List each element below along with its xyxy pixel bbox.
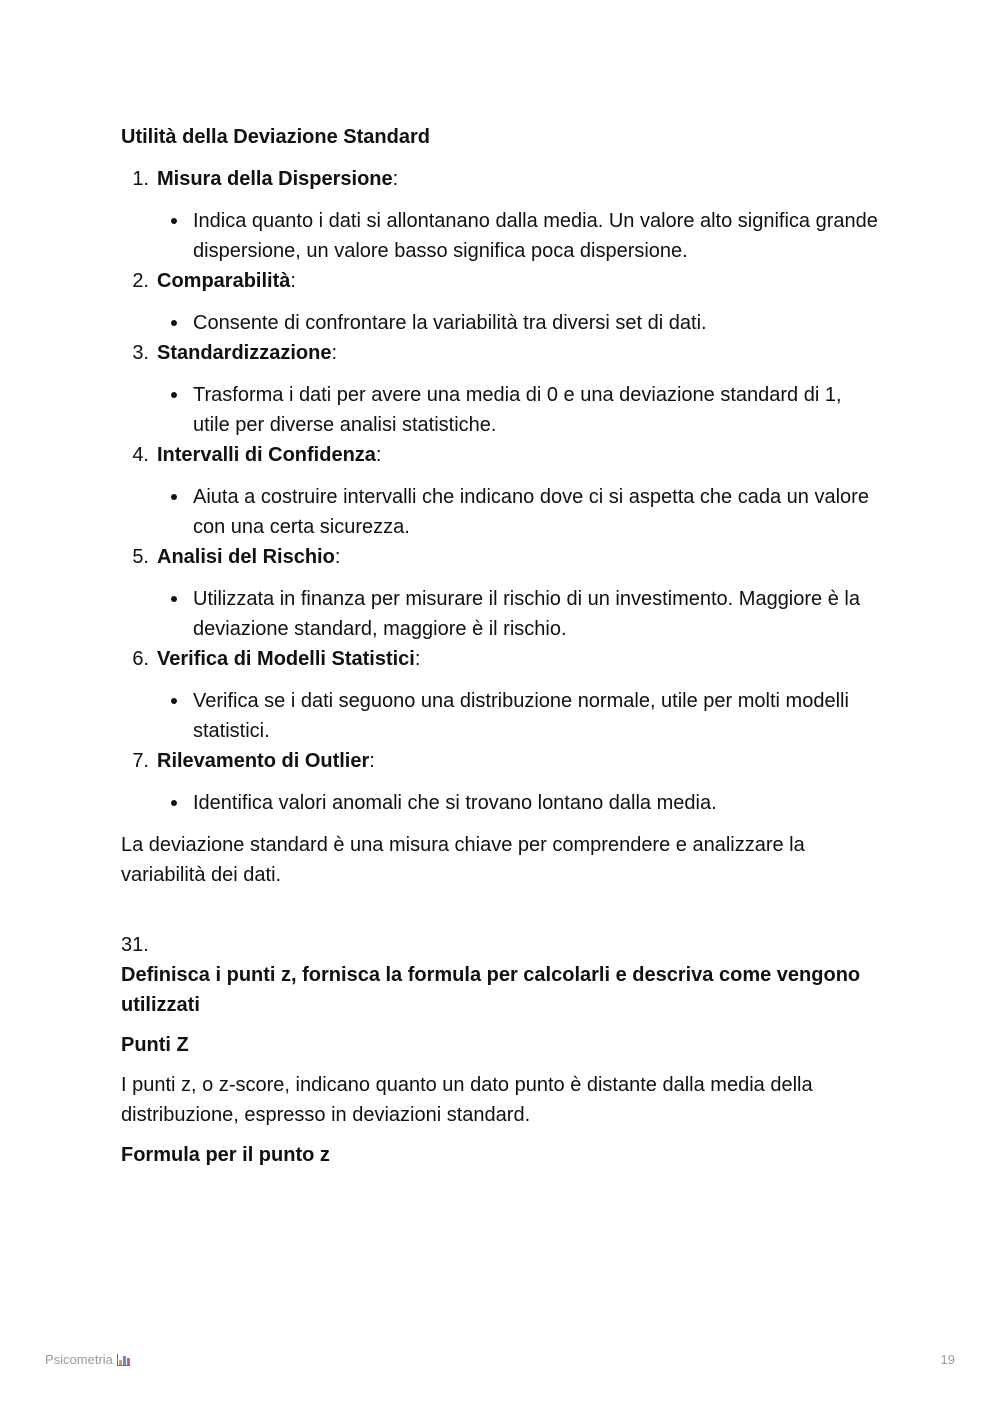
bullet-icon [171, 392, 177, 398]
item-title: Verifica di Modelli Statistici [157, 648, 415, 670]
document-page [121, 122, 881, 1170]
item-description: Verifica se i dati seguono una distribuzione normale, utile per molti modelli statistici. [193, 690, 849, 742]
list-item: 4. Intervalli di Confidenza: Aiuta a costruire intervalli che indicano dove ci si aspetta che cada un valore con una certa sicurezza. [121, 440, 881, 542]
item-description: Aiuta a costruire intervalli che indicano dove ci si aspetta che cada un valore con una certa sicurezza. [193, 486, 869, 538]
footer-title [45, 1352, 130, 1367]
bullet-icon [171, 800, 177, 806]
bullet-icon [171, 320, 177, 326]
punti-z-heading: Punti Z [121, 1034, 189, 1056]
item-title: Comparabilità [157, 270, 291, 292]
item-description: Trasforma i dati per avere una media di 0 e una deviazione standard di 1, utile per diverse analisi statistiche. [193, 384, 842, 436]
question-number: 31. [121, 934, 149, 956]
item-number: 7. [132, 750, 149, 772]
item-description: Utilizzata in finanza per misurare il rischio di un investimento. Maggiore è la deviazione standard, maggiore è il rischio. [193, 588, 860, 640]
conclusion-paragraph: La deviazione standard è una misura chiave per comprendere e analizzare la variabilità dei dati. [121, 834, 805, 886]
list-item: 3. Standardizzazione: Trasforma i dati per avere una media di 0 e una deviazione standard di 1, utile per diverse analisi statistiche. [121, 338, 881, 440]
bullet-icon [171, 596, 177, 602]
footer-title-text: Psicometria [45, 1352, 113, 1367]
item-title: Analisi del Rischio [157, 546, 335, 568]
punti-z-definition: I punti z, o z-score, indicano quanto un dato punto è distante dalla media della distribuzione, espresso in deviazioni standard. [121, 1074, 813, 1126]
item-number: 3. [132, 342, 149, 364]
item-description: Indica quanto i dati si allontanano dalla media. Un valore alto significa grande dispersione, un valore basso significa poca dispersione. [193, 210, 878, 262]
item-number: 2. [132, 270, 149, 292]
bullet-icon [171, 494, 177, 500]
list-item: 5. Analisi del Rischio: Utilizzata in finanza per misurare il rischio di un investimento. Maggiore è la deviazione standard, maggiore è il rischio. [121, 542, 881, 644]
item-number: 4. [132, 444, 149, 466]
utility-list [121, 164, 881, 818]
list-item: 1. Misura della Dispersione: Indica quanto i dati si allontanano dalla media. Un valore alto significa grande dispersione, un valore basso significa poca dispersione. [121, 164, 881, 266]
list-item: 7. Rilevamento di Outlier: Identifica valori anomali che si trovano lontano dalla media. [121, 746, 881, 818]
item-description: Identifica valori anomali che si trovano lontano dalla media. [193, 792, 717, 814]
item-title: Misura della Dispersione [157, 168, 393, 190]
question-title: Definisca i punti z, fornisca la formula per calcolarli e descriva come vengono utilizzati [121, 964, 861, 1016]
formula-heading: Formula per il punto z [121, 1144, 330, 1166]
item-title: Rilevamento di Outlier [157, 750, 370, 772]
item-number: 1. [132, 168, 149, 190]
item-title: Intervalli di Confidenza [157, 444, 376, 466]
section-title: Utilità della Deviazione Standard [121, 126, 430, 148]
list-item: 6. Verifica di Modelli Statistici: Verifica se i dati seguono una distribuzione normale, utile per molti modelli statistici. [121, 644, 881, 746]
list-item: 2. Comparabilità: Consente di confrontare la variabilità tra diversi set di dati. [121, 266, 881, 338]
bullet-icon [171, 218, 177, 224]
bar-chart-icon [117, 1354, 130, 1366]
page-number: 19 [940, 1352, 955, 1367]
item-title: Standardizzazione [157, 342, 332, 364]
item-number: 5. [132, 546, 149, 568]
item-number: 6. [132, 648, 149, 670]
item-description: Consente di confrontare la variabilità tra diversi set di dati. [193, 312, 707, 334]
bullet-icon [171, 698, 177, 704]
